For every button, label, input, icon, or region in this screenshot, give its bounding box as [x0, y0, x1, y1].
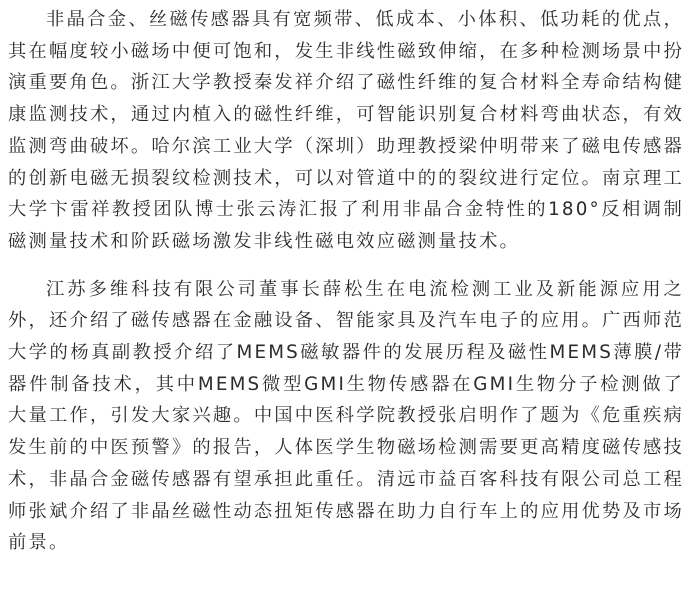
paragraph-industry-applications: 江苏多维科技有限公司董事长薛松生在电流检测工业及新能源应用之外，还介绍了磁传感器在金融设备、智能家具及汽车电子的应用。广西师范大学的杨真副教授介绍了MEMS磁敏器件的发展历程及磁性MEMS薄膜/带器件制备技术，其中MEMS微型GMI生物传感器在GMI生物分子检测做了大量工作，引发大家兴趣。中国中医科学院教授张启明作了题为《危重疾病发生前的中医预警》的报告，人体医学生物磁场检测需要更高精度磁传感技术，非晶合金磁传感器有望承担此重任。清远市益百客科技有限公司总工程师张斌介绍了非晶丝磁性动态扭矩传感器在助力自行车上的应用优势及市场前景。: [8, 278, 684, 554]
paragraph-amorphous-sensors: 非晶合金、丝磁传感器具有宽频带、低成本、小体积、低功耗的优点，其在幅度较小磁场中便可饱和，发生非线性磁致伸缩，在多种检测场景中扮演重要角色。浙江大学教授秦发祥介绍了磁性纤维的复合材料全寿命结构健康监测技术，通过内植入的磁性纤维，可智能识别复合材料弯曲状态，有效监测弯曲破坏。哈尔滨工业大学（深圳）助理教授梁仲明带来了磁电传感器的创新电磁无损裂纹检测技术，可以对管道中的的裂纹进行定位。南京理工大学卞雷祥教授团队博士张云涛汇报了利用非晶合金特性的180°反相调制磁测量技术和阶跃磁场激发非线性磁电效应磁测量技术。: [8, 9, 684, 252]
